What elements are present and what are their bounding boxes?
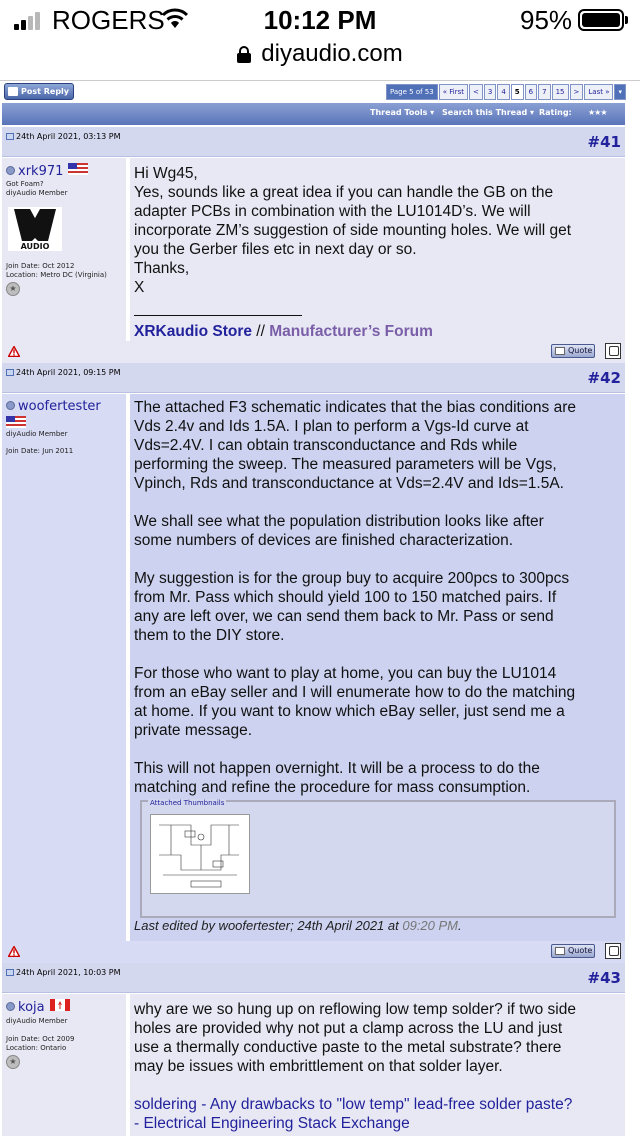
stackexchange-link[interactable]: soldering - Any drawbacks to "low temp" lead-free solder paste? — [134, 1096, 573, 1113]
address-bar[interactable] — [0, 40, 640, 68]
quote-button[interactable]: Quote — [551, 344, 595, 358]
pager-dropdown[interactable]: ▾ — [614, 84, 626, 100]
pager-page[interactable]: 4 — [497, 84, 509, 100]
status-icon — [6, 1002, 15, 1011]
battery-tip — [625, 16, 628, 24]
pager-prev[interactable]: < — [469, 84, 483, 100]
status-icon — [6, 166, 15, 175]
user-role: diyAudio Member — [6, 430, 68, 438]
post-header — [2, 363, 625, 393]
url-text: diyaudio.com — [261, 40, 403, 67]
forum-link[interactable]: Manufacturer’s Forum — [269, 323, 433, 340]
pager-next[interactable]: > — [570, 84, 584, 100]
post-number[interactable]: #43 — [587, 969, 621, 987]
post-message: Hi Wg45, Yes, sounds like a great idea if you can handle the GB on the adapter PCBs in combination with the LU1014D’s. We will incorporate ZM’s suggestion of side mounting holes. We will get you the Gerber files etc in next day or so. Thanks, X XRKaudio Store // Manufacturer’s Forum — [134, 165, 572, 340]
report-icon[interactable] — [8, 946, 20, 957]
lock-icon — [237, 46, 251, 62]
battery-icon — [578, 9, 624, 31]
pager-last[interactable]: Last » — [584, 84, 613, 100]
username[interactable]: woofertester — [6, 399, 101, 414]
post-date: 24th April 2021, 03:13 PM — [6, 131, 126, 142]
join-date: Join Date: Oct 2009 — [6, 1035, 75, 1043]
quote-icon — [555, 947, 565, 955]
post-header — [2, 963, 625, 993]
username[interactable]: koja — [6, 999, 70, 1015]
us-flag-icon — [6, 416, 26, 428]
post-message: The attached F3 schematic indicates that the bias conditions are Vds 2.4v and Ids 1.5A. I plan to perform a Vgs-Id curve at Vds=2.4V. I can obtain transconductance and Rds while performing the sweep. The measured parameters will be Vgs, Vpinch, Rds and transconductance at Vds=2.4V and Ids=1.5A. We shall see what the population distribution looks like after some numbers of devices are finished characterization. My suggestion is for the group buy to acquire 200pcs to 300pcs from Mr. Pass which should yield 100 to 150 matched pairs. If any are left over, we can send them back to Mr. Pass or send them to the DIY store. For those who want to play at home, you can buy the LU1014 from an eBay seller and I will enumerate how to do the matching at home. If you want to know which eBay seller, just send me a private message. This will not happen overnight. It will be a process to do the matching and refine the procedure for mass consumption. — [134, 399, 576, 796]
reputation-icon: ★ — [6, 1055, 20, 1069]
carrier-name: ROGERS — [52, 5, 165, 35]
post-date: 24th April 2021, 09:15 PM — [6, 367, 126, 378]
battery-percent: 95% — [520, 5, 573, 35]
multi-quote-button[interactable] — [605, 343, 621, 359]
pager-page[interactable]: 15 — [552, 84, 569, 100]
user-info — [2, 994, 128, 1136]
post-date: 24th April 2021, 10:03 PM — [6, 967, 126, 978]
stackexchange-link[interactable]: - Electrical Engineering Stack Exchange — [134, 1115, 410, 1132]
post-footer — [2, 341, 625, 363]
post-41 — [2, 127, 625, 363]
rating-label[interactable]: Rating: — [539, 108, 572, 117]
pager-title: Page 5 of 53 — [386, 84, 438, 100]
pager-page[interactable]: 3 — [484, 84, 496, 100]
user-role: diyAudio Member — [6, 1017, 68, 1025]
post-number[interactable]: #41 — [587, 133, 621, 151]
post-reply-label: Post Reply — [21, 87, 69, 96]
user-info — [2, 158, 128, 341]
username[interactable]: xrk971 — [6, 163, 88, 179]
thread-tools-bar — [2, 103, 625, 125]
post-number[interactable]: #42 — [587, 369, 621, 387]
store-link[interactable]: XRKaudio Store — [134, 323, 252, 340]
svg-text:AUDIO: AUDIO — [20, 242, 50, 251]
post-icon — [6, 133, 14, 140]
multi-quote-button[interactable] — [605, 943, 621, 959]
pager-current: 5 — [511, 84, 524, 100]
quote-icon — [555, 347, 565, 355]
pager-first[interactable]: « First — [439, 84, 468, 100]
ios-status-bar — [0, 0, 640, 80]
pager-page[interactable]: 7 — [538, 84, 550, 100]
join-date: Join Date: Jun 2011 — [6, 447, 74, 455]
join-date: Join Date: Oct 2012 — [6, 262, 75, 270]
thread-toolbar — [0, 80, 640, 102]
avatar — [8, 207, 62, 251]
post-message: why are we so hung up on reflowing low temp solder? if two side holes are provided why not put a clamp across the LU and just use a thermally conductive paste to the metal substrate? there may be issues with embrittlement on that solder layer. soldering - Any drawbacks to "low temp" lead-free solder paste? - Electrical Engineering Stack Exchange — [134, 1001, 576, 1132]
search-thread-menu[interactable]: Search this Thread ▾ — [442, 108, 535, 117]
attached-thumbnails — [140, 800, 616, 918]
signature-divider — [134, 315, 302, 316]
schematic-image — [151, 815, 249, 893]
edit-note: Last edited by woofertester; 24th April 2021 at 09:20 PM. — [134, 918, 462, 933]
post-43 — [2, 963, 625, 1136]
post-footer — [2, 941, 625, 963]
reputation-icon: ★ — [6, 282, 20, 296]
user-tagline: Got Foam? — [6, 180, 44, 188]
post-icon — [6, 969, 14, 976]
post-body — [130, 394, 625, 941]
post-body — [130, 994, 625, 1136]
post-icon — [6, 369, 14, 376]
report-icon[interactable] — [8, 346, 20, 357]
schematic-thumbnail[interactable] — [150, 814, 250, 894]
post-body — [130, 158, 625, 341]
post-42 — [2, 363, 625, 963]
user-role: diyAudio Member — [6, 189, 68, 197]
clock: 10:12 PM — [263, 5, 377, 35]
pagination — [386, 84, 626, 100]
quote-button[interactable]: Quote — [551, 944, 595, 958]
user-info — [2, 394, 128, 941]
post-reply-button[interactable] — [4, 83, 74, 100]
status-icon — [6, 401, 15, 410]
thread-tools-menu[interactable]: Thread Tools ▾ — [370, 108, 435, 117]
post-header — [2, 127, 625, 157]
location: Location: Metro DC (Virginia) — [6, 271, 107, 279]
pager-page[interactable]: 6 — [525, 84, 537, 100]
reply-icon — [8, 87, 18, 96]
us-flag-icon — [68, 163, 88, 175]
canada-flag-icon — [50, 999, 70, 1011]
location: Location: Ontario — [6, 1044, 67, 1052]
xrk-audio-logo — [8, 207, 62, 251]
rating-stars: ★★★ — [588, 108, 607, 117]
signature: XRKaudio Store // Manufacturer’s Forum — [134, 323, 433, 340]
thumbs-label: Attached Thumbnails — [150, 799, 225, 807]
